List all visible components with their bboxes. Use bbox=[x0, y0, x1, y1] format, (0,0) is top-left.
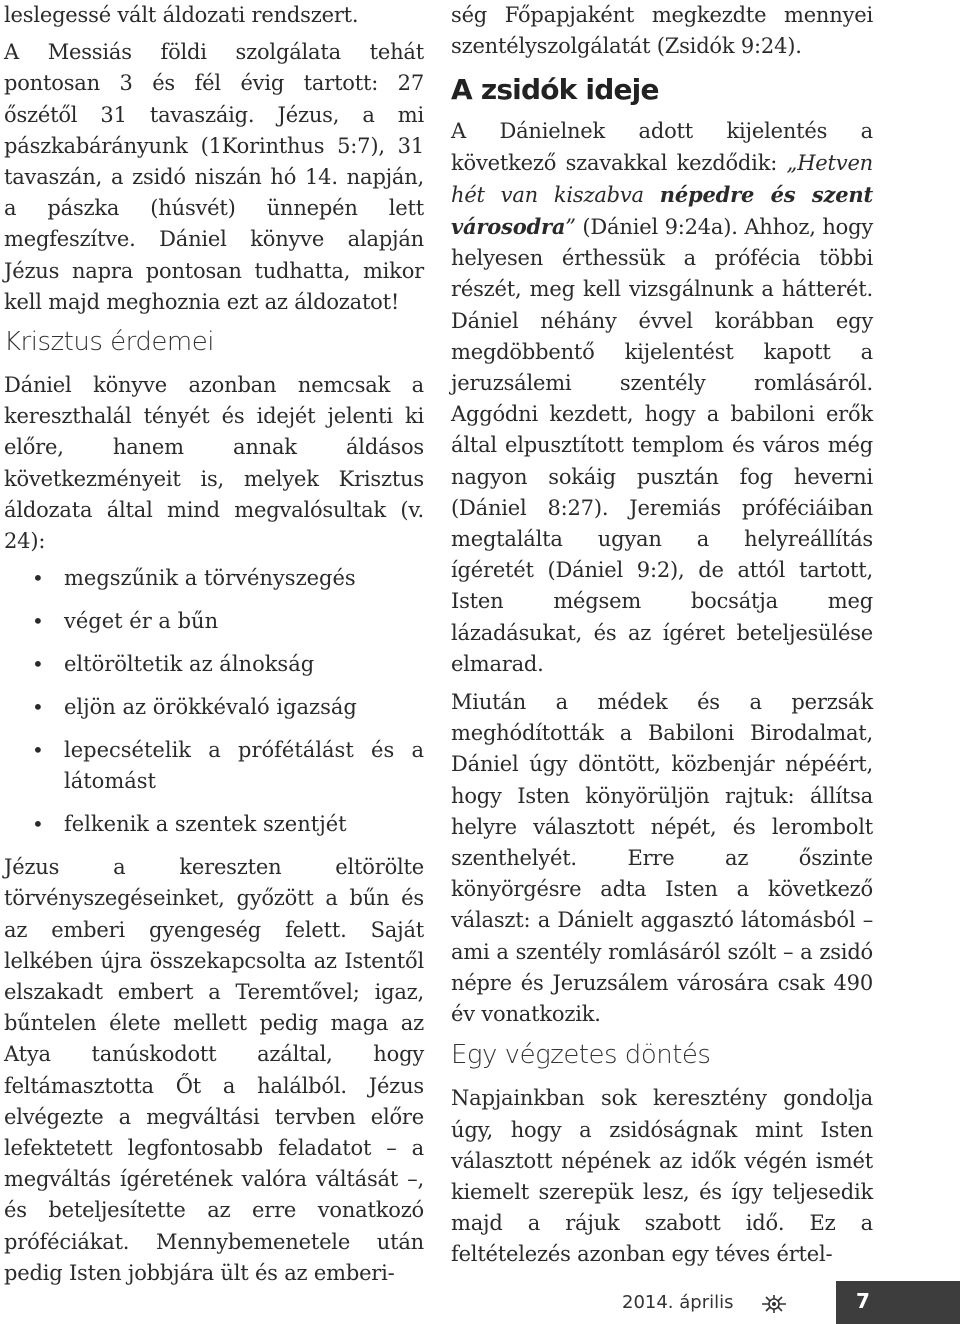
paragraph bbox=[451, 116, 873, 680]
list-item: • eltöröltetik az álnokság bbox=[4, 649, 424, 680]
right-column bbox=[451, 0, 873, 1278]
ornament-icon bbox=[760, 1293, 788, 1315]
page-number: 7 bbox=[856, 1289, 870, 1313]
section-heading: Egy végzetes döntés bbox=[451, 1040, 711, 1071]
list-item: • lepecsételik a prófétálást és a látomást bbox=[4, 735, 424, 797]
list-item: • megszűnik a törvényszegés bbox=[4, 563, 424, 594]
paragraph: Miután a médek és a perzsák meghódították a Babiloni Birodalmat, Dániel úgy döntött, közbenjár népéért, hogy Isten könyörüljön rajtuk: állítsa helyre választott népét, és lerombolt szenthelyét. Erre az őszinte könyörgésre adta Isten a következő választ: a Dánielt aggasztó látomásból – ami a szentély romlásáról szólt – a zsidó népre és Jeruzsálem városára csak 490 év vonatkozik. bbox=[451, 690, 873, 1027]
list-item: • véget ér a bűn bbox=[4, 606, 424, 637]
quote-close: ” bbox=[565, 215, 576, 240]
bullet-list bbox=[4, 563, 424, 840]
section-heading: A zsidók ideje bbox=[451, 73, 659, 107]
section-heading: Krisztus érdemei bbox=[4, 327, 214, 358]
text: (Dániel 9:24a). Ahhoz, hogy helyesen érthessük a prófécia többi részét, meg kell vizsgálnunk a hátterét. Dániel néhány évvel korábban egy megdöbbentő kijelentést kapott a jeruzsálemi szentély romlásáról. Aggódni kezdett, hogy a babiloni erők által elpusztított templom és város még nagyon sokáig pusztán fog heverni (Dániel 8:27). Jeremiás próféciáiban megtalálta ugyan a helyreállítás ígéretét (Dániel 9:2), de attól tartott, Isten mégsem bocsátja meg lázadásukat, és az ígéret beteljesülése elmarad. bbox=[451, 215, 873, 676]
paragraph: Napjainkban sok keresztény gondolja úgy, hogy a zsidóságnak mint Isten választott népének az idők végén ismét kiemelt szerepük lesz, és így teljesedik majd a rájuk szabott idő. Ez a feltételezés azonban egy téves értel- bbox=[451, 1086, 873, 1267]
issue-date: 2014. április bbox=[622, 1292, 734, 1313]
quote-text: „Hetven hét van kiszabva bbox=[451, 150, 873, 207]
paragraph: Jézus a kereszten eltörölte törvényszegéseinket, győzött a bűn és az emberi gyengeség felett. Saját lelkében újra összekapcsolta az Istentől elszakadt embert a Teremtővel; igaz, bűntelen élete mellett pedig maga az Atya tanúskodott azáltal, hogy feltámasztotta Őt a halálból. Jézus elvégezte a megváltási tervben előre lefektetett legfontosabb feladatot – a megváltás ígéretének valóra váltását –, és beteljesítette az erre vonatkozó próféciákat. Mennybemenetele után pedig Isten jobbjára ült és az emberi- bbox=[4, 855, 424, 1285]
paragraph: Dániel könyve azonban nemcsak a kereszthalál tényét és idejét jelenti ki előre, hanem annak áldásos következményeit is, melyek Krisztus áldozata által mind megvalósultak (v. 24): bbox=[4, 373, 424, 554]
left-column bbox=[4, 0, 424, 1295]
page-footer bbox=[600, 1290, 960, 1324]
paragraph: ség Főpapjaként megkezdte mennyei szentélyszolgálatát (Zsidók 9:24). bbox=[451, 3, 873, 59]
page-number-box bbox=[836, 1281, 960, 1324]
list-item: • felkenik a szentek szentjét bbox=[4, 809, 424, 840]
paragraph: leslegessé vált áldozati rendszert. bbox=[4, 3, 359, 27]
quote-emphasis: népedre és szent városodra bbox=[451, 181, 874, 240]
list-item: • eljön az örökkévaló igazság bbox=[4, 692, 424, 723]
paragraph: A Messiás földi szolgálata tehát pontosan 3 és fél évig tartott: 27 őszétől 31 tavaszáig. Jézus, a mi pászkabárányunk (1Korinthus 5:7), 31 tavaszán, a zsidó niszán hó 14. napján, a pászka (húsvét) ünnepén lett megfeszítve. Dániel könyve alapján Jézus napra pontosan tudhatta, mikor kell majd meghoznia ezt az áldozatot! bbox=[4, 40, 424, 314]
text: A Dánielnek adott kijelentés a következő szavakkal kezdődik: bbox=[451, 119, 873, 175]
